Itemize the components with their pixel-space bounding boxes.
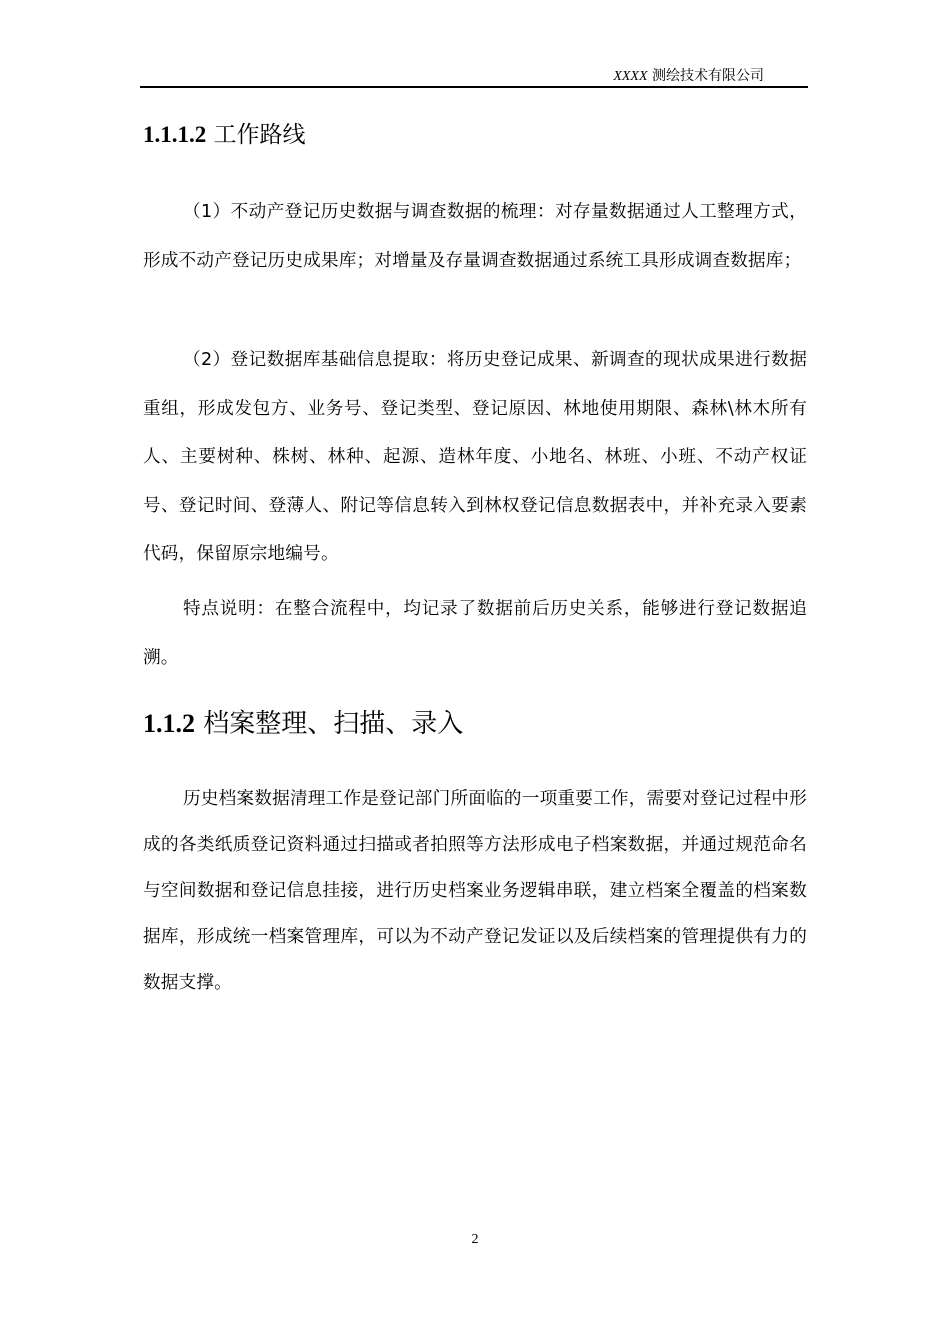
section-heading-1-1-2	[143, 706, 463, 742]
paragraph-4: 历史档案数据清理工作是登记部门所面临的一项重要工作，需要对登记过程中形成的各类纸质登记资料通过扫描或者拍照等方法形成电子档案数据，并通过规范命名与空间数据和登记信息挂接，进行历史档案业务逻辑串联，建立档案全覆盖的档案数据库，形成统一档案管理库，可以为不动产登记发证以及后续档案的管理提供有力的数据支撑。	[143, 789, 807, 993]
page-number: 2	[471, 1232, 479, 1247]
section-heading-1-1-1-2	[143, 120, 306, 150]
paragraph-3: 特点说明：在整合流程中，均记录了数据前后历史关系，能够进行登记数据追溯。	[143, 599, 807, 668]
page-header	[140, 64, 808, 88]
section-number: 1.1.2	[143, 709, 195, 738]
section-number: 1.1.1.2	[143, 122, 207, 147]
paragraph-1: （1）不动产登记历史数据与调查数据的梳理：对存量数据通过人工整理方式，形成不动产登记历史成果库；对增量及存量调查数据通过系统工具形成调查数据库；	[143, 202, 807, 271]
header-company: 测绘技术有限公司	[647, 68, 764, 84]
header-company-name	[613, 68, 764, 85]
section-title: 档案整理、扫描、录入	[195, 709, 464, 739]
section-title: 工作路线	[206, 122, 306, 148]
header-brand: XXXX	[613, 69, 648, 84]
paragraph-2: （2）登记数据库基础信息提取：将历史登记成果、新调查的现状成果进行数据重组，形成发包方、业务号、登记类型、登记原因、林地使用期限、森林\林木所有人、主要树种、株树、林种、起源、造林年度、小地名、林班、小班、不动产权证号、登记时间、登薄人、附记等信息转入到林权登记信息数据表中，并补充录入要素代码，保留原宗地编号。	[143, 350, 807, 564]
